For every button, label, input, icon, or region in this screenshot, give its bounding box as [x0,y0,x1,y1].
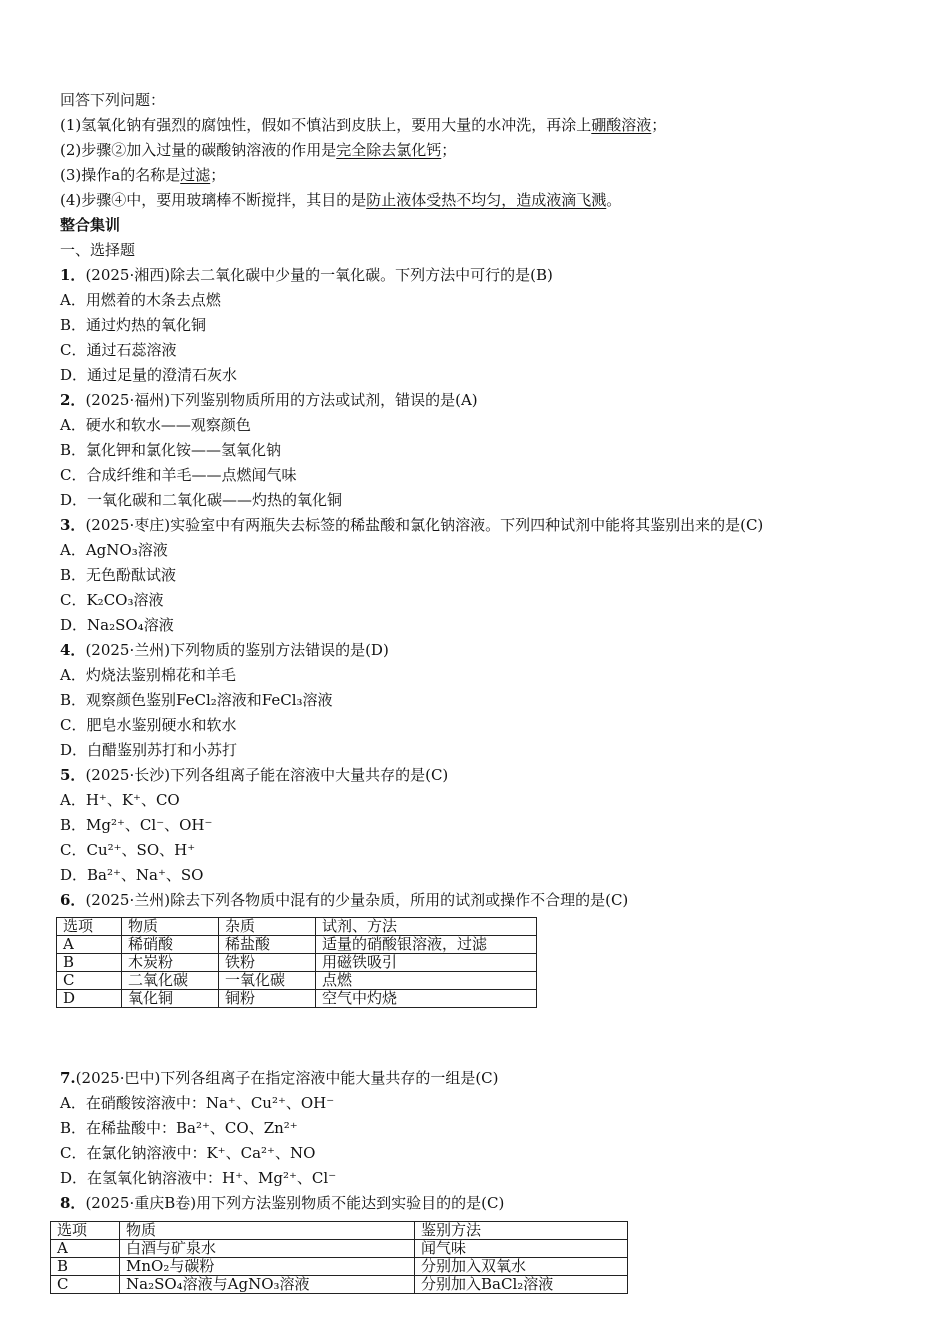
table-header-row [51,1222,628,1240]
document-page [57,88,900,1294]
table-row [51,1258,628,1276]
table-cell: C [57,972,122,990]
question-number: 2． [60,391,86,409]
intro-item [60,138,900,163]
table-cell: B [51,1258,120,1276]
table-cell: A [57,936,122,954]
table-cell: MnO₂与碳粉 [120,1258,415,1276]
intro-item-punct: ； [651,116,667,134]
table-cell: 用磁铁吸引 [316,954,537,972]
table-header-cell: 物质 [122,918,219,936]
option: C．合成纤维和羊毛——点燃闻气味 [60,466,297,484]
question-stem [60,1191,900,1216]
table-row [57,954,537,972]
table-header-cell: 物质 [120,1222,415,1240]
subsection-title: 一、选择题 [60,241,136,259]
table-cell: 分别加入BaCl₂溶液 [415,1276,628,1294]
table-header-row [57,918,537,936]
question-text: (2025·兰州)除去下列各物质中混有的少量杂质，所用的试剂或操作不合理的是(C) [85,891,629,909]
table-q8 [50,1221,628,1294]
table-cell: 白酒与矿泉水 [120,1240,415,1258]
question-text: (2025·兰州)下列物质的鉴别方法错误的是(D) [85,641,389,659]
option: C．K₂CO₃溶液 [60,591,164,609]
option: A．AgNO₃溶液 [60,541,168,559]
table-cell: 分别加入双氧水 [415,1258,628,1276]
option: D．Ba²⁺、Na⁺、SO [60,866,204,884]
table-cell: 铜粉 [219,990,316,1008]
option: D．白醋鉴别苏打和小苏打 [60,741,238,759]
option: C．肥皂水鉴别硬水和软水 [60,716,237,734]
question-number: 5． [60,766,86,784]
question-number: 8． [60,1194,86,1212]
table-cell: 适量的硝酸银溶液，过滤 [316,936,537,954]
question-stem [60,388,900,413]
option: D．Na₂SO₄溶液 [60,616,174,634]
question-number: 1． [60,266,86,284]
question-stem [60,1066,900,1091]
question-text: (2025·福州)下列鉴别物质所用的方法或试剂，错误的是(A) [85,391,478,409]
table-header-cell: 鉴别方法 [415,1222,628,1240]
table-cell: C [51,1276,120,1294]
question-number: 7. [60,1069,76,1087]
option: A．H⁺、K⁺、CO [60,791,180,809]
table-cell: 氧化铜 [122,990,219,1008]
question-number: 3． [60,516,86,534]
option: A．硬水和软水——观察颜色 [60,416,251,434]
intro-item-text: (4)步骤④中，要用玻璃棒不断搅拌，其目的是 [60,191,367,209]
question-stem [60,263,900,288]
spacer [60,1008,900,1066]
question-text: (2025·枣庄)实验室中有两瓶失去标签的稀盐酸和氯化钠溶液。下列四种试剂中能将其鉴别出来的是(C) [85,516,764,534]
table-q6 [56,917,537,1008]
option: B．观察颜色鉴别FeCl₂溶液和FeCl₃溶液 [60,691,333,709]
table-cell: 木炭粉 [122,954,219,972]
intro-item-punct: 。 [606,191,622,209]
table-cell: 空气中灼烧 [316,990,537,1008]
option: C．在氯化钠溶液中：K⁺、Ca²⁺、NO [60,1144,316,1162]
question-text: (2025·湘西)除去二氧化碳中少量的一氧化碳。下列方法中可行的是(B) [85,266,553,284]
table-cell: 铁粉 [219,954,316,972]
option: D．一氧化碳和二氧化碳——灼热的氧化铜 [60,491,343,509]
option: B．在稀盐酸中：Ba²⁺、CO、Zn²⁺ [60,1119,298,1137]
question-text: (2025·重庆B卷)用下列方法鉴别物质不能达到实验目的的是(C) [85,1194,505,1212]
intro-item [60,113,900,138]
option: A．在硝酸铵溶液中：Na⁺、Cu²⁺、OH⁻ [60,1094,335,1112]
intro-item [60,188,900,213]
intro-item-text: (2)步骤②加入过量的碳酸钠溶液的作用是 [60,141,337,159]
question-number: 6． [60,891,86,909]
answer-underlined: 过滤 [180,166,211,184]
table-header-cell: 试剂、方法 [316,918,537,936]
question-stem [60,763,900,788]
table-cell: B [57,954,122,972]
intro-item-punct: ； [210,166,226,184]
intro-prompt: 回答下列问题： [60,91,166,109]
question-text: (2025·长沙)下列各组离子能在溶液中大量共存的是(C) [85,766,449,784]
answer-underlined: 完全除去氯化钙 [336,141,442,159]
question-stem [60,513,900,538]
section-title: 整合集训 [60,216,121,234]
option: C．Cu²⁺、SO、H⁺ [60,841,196,859]
question-stem [60,638,900,663]
option: D．在氢氧化钠溶液中：H⁺、Mg²⁺、Cl⁻ [60,1169,337,1187]
option: A．灼烧法鉴别棉花和羊毛 [60,666,236,684]
intro-item-text: (1)氢氧化钠有强烈的腐蚀性，假如不慎沾到皮肤上，要用大量的水冲洗，再涂上 [60,116,592,134]
option: B．氯化钾和氯化铵——氢氧化钠 [60,441,282,459]
table-header-cell: 选项 [51,1222,120,1240]
option: D．通过足量的澄清石灰水 [60,366,238,384]
question-text: (2025·巴中)下列各组离子在指定溶液中能大量共存的一组是(C) [75,1069,499,1087]
answer-underlined: 防止液体受热不均匀，造成液滴飞溅 [366,191,607,209]
table-cell: 二氧化碳 [122,972,219,990]
option: B．无色酚酞试液 [60,566,177,584]
table-row [57,936,537,954]
table-cell: D [57,990,122,1008]
table-cell: 稀硝酸 [122,936,219,954]
intro-item-text: (3)操作a的名称是 [60,166,181,184]
table-row [57,972,537,990]
question-stem [60,888,900,913]
table-cell: Na₂SO₄溶液与AgNO₃溶液 [120,1276,415,1294]
table-header-cell: 杂质 [219,918,316,936]
intro-item-punct: ； [441,141,457,159]
option: B．通过灼热的氧化铜 [60,316,207,334]
option: B．Mg²⁺、Cl⁻、OH⁻ [60,816,213,834]
table-row [51,1240,628,1258]
intro-item [60,163,900,188]
option: A．用燃着的木条去点燃 [60,291,221,309]
table-row [51,1276,628,1294]
question-number: 4． [60,641,86,659]
table-cell: 一氧化碳 [219,972,316,990]
table-cell: A [51,1240,120,1258]
table-cell: 点燃 [316,972,537,990]
table-cell: 稀盐酸 [219,936,316,954]
table-cell: 闻气味 [415,1240,628,1258]
table-header-cell: 选项 [57,918,122,936]
table-row [57,990,537,1008]
answer-underlined: 硼酸溶液 [591,116,652,134]
option: C．通过石蕊溶液 [60,341,177,359]
